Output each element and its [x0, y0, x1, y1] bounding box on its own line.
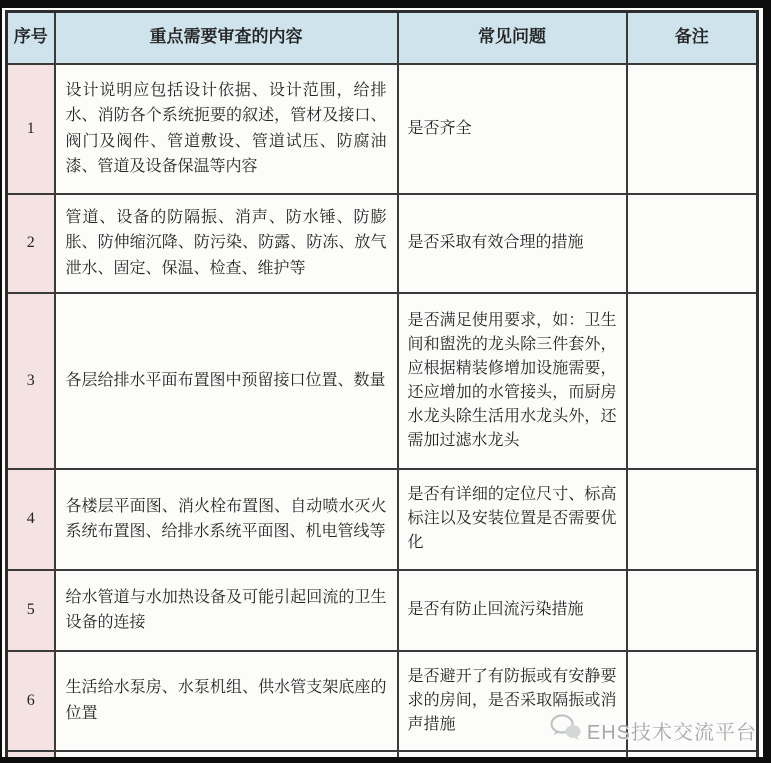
content-cell: 设计说明应包括设计依据、设计范围，给排水、消防各个系统扼要的叙述，管材及接口、阀门及阀件、管道敷设、管道试压、防腐油漆、管道及设备保温等内容 [55, 64, 398, 194]
problem-cell: 是否满足使用要求，如：卫生间和盥洗的龙头除三件套外，应根据精装修增加设施需要，还应增加的水管接头，而厨房水龙头除生活用水龙头外，还需加过滤水龙头 [398, 293, 627, 469]
content-cell: 各楼层平面图、消火栓布置图、自动喷水灭火系统布置图、给排水系统平面图、机电管线等 [55, 469, 398, 570]
header-remarks: 备注 [627, 12, 758, 64]
table-row [7, 570, 758, 651]
row-index-cell: 3 [7, 293, 55, 469]
row-index-cell: 1 [7, 64, 55, 194]
table-row [7, 194, 758, 293]
content-cell: 生活给水泵房、水泵机组、供水管支架底座的位置 [55, 651, 398, 751]
remark-cell [627, 570, 758, 651]
content-cell [55, 751, 398, 758]
row-index-cell: 6 [7, 651, 55, 751]
problem-cell: 是否有防止回流污染措施 [398, 570, 627, 651]
table-header-row [7, 12, 758, 64]
table-row-clipped [7, 751, 758, 758]
header-common-problems: 常见问题 [398, 12, 627, 64]
problem-cell: 是否齐全 [398, 64, 627, 194]
document-canvas [2, 8, 763, 757]
header-review-content: 重点需要审查的内容 [55, 12, 398, 64]
remark-cell [627, 194, 758, 293]
problem-cell: 是否避开了有防振或有安静要求的房间，是否采取隔振或消声措施 [398, 651, 627, 751]
row-index-cell: 2 [7, 194, 55, 293]
row-index-cell: 4 [7, 469, 55, 570]
remark-cell [627, 651, 758, 751]
row-index-cell [7, 751, 55, 758]
header-serial-number: 序号 [7, 12, 55, 64]
review-checklist-table [5, 10, 759, 757]
content-cell: 各层给排水平面布置图中预留接口位置、数量 [55, 293, 398, 469]
table-row [7, 469, 758, 570]
table-row [7, 293, 758, 469]
table-row [7, 651, 758, 751]
content-cell: 给水管道与水加热设备及可能引起回流的卫生设备的连接 [55, 570, 398, 651]
content-cell: 管道、设备的防隔振、消声、防水锤、防膨胀、防伸缩沉降、防污染、防露、防冻、放气泄水、固定、保温、检查、维护等 [55, 194, 398, 293]
remark-cell [627, 293, 758, 469]
problem-cell: 是否采取有效合理的措施 [398, 194, 627, 293]
row-index-cell: 5 [7, 570, 55, 651]
remark-cell [627, 64, 758, 194]
problem-cell: 是否有详细的定位尺寸、标高标注以及安装位置是否需要优化 [398, 469, 627, 570]
remark-cell [627, 469, 758, 570]
table-row [7, 64, 758, 194]
watermark-label: EHS技术交流平台 [586, 722, 757, 744]
remark-cell [627, 751, 758, 758]
problem-cell [398, 751, 627, 758]
